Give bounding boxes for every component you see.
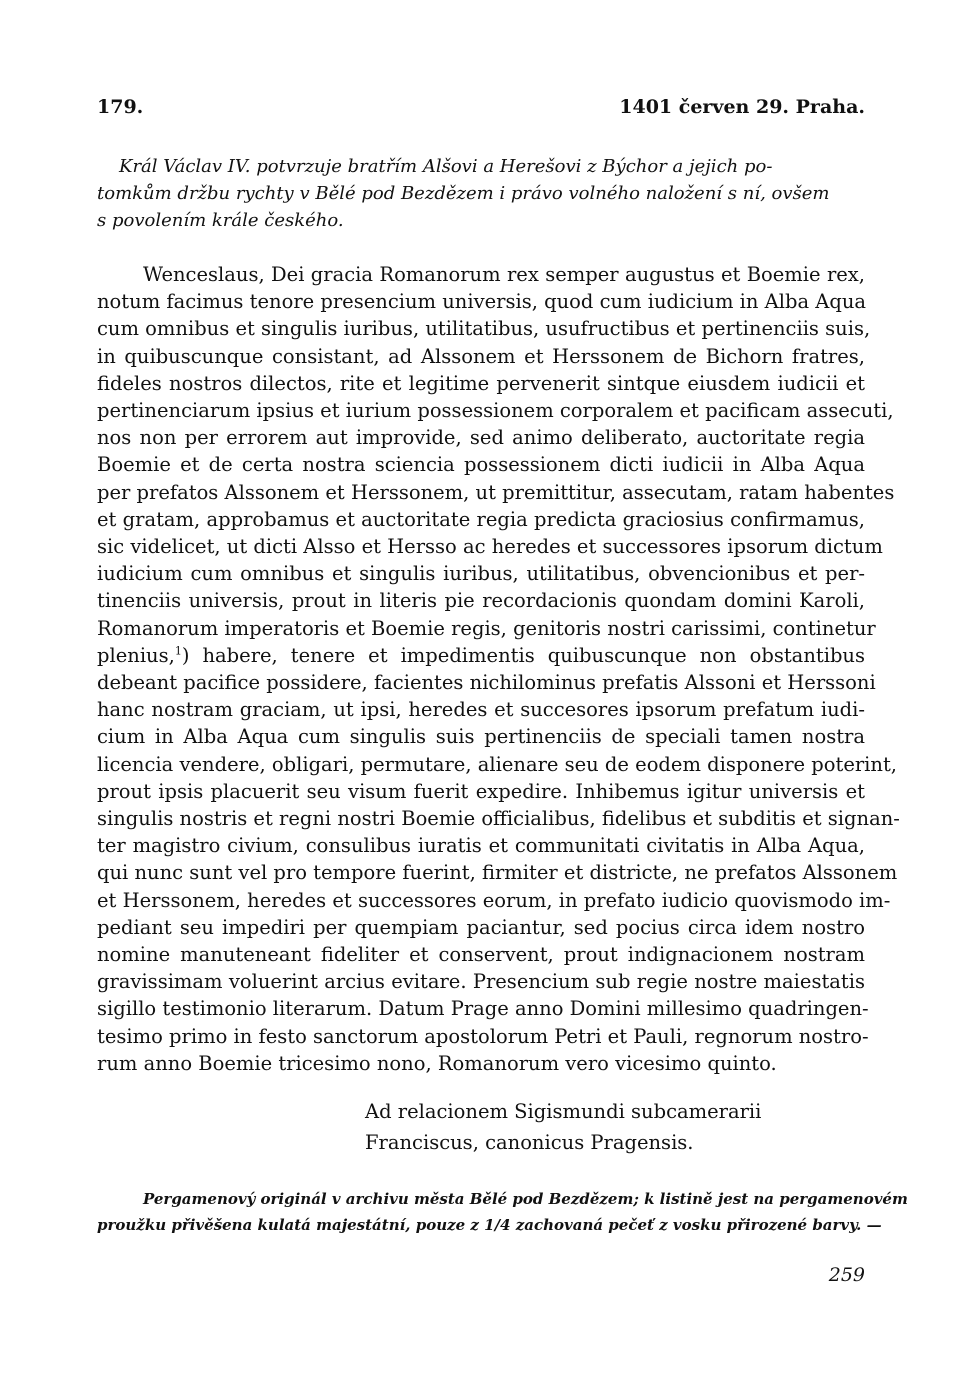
document-date-place: 1401 červen 29. Praha. xyxy=(619,96,865,118)
text-line: in quibuscunque consistant, ad Alssonem et Herssonem de Bichorn fratres, xyxy=(97,344,865,368)
document-number: 179. xyxy=(97,96,144,118)
text-line: nomine manuteneant fideliter et conservent, prout indignacionem nostram xyxy=(97,943,865,967)
text-line: debeant pacifice possidere, facientes nichilominus prefatis Alssoni et Herssoni xyxy=(97,671,876,695)
text-line: et gratam, approbamus et auctoritate regia predicta graciosius confirmamus, xyxy=(97,507,865,531)
text-line-with-footnote xyxy=(97,642,865,669)
footnote-marker: 1 xyxy=(174,644,182,658)
text-line: pertinenciarum ipsius et iurium possessionem corporalem et pacificam assecuti, xyxy=(97,399,894,423)
text-line: rum anno Boemie tricesimo nono, Romanorum vero vicesimo quinto. xyxy=(97,1051,777,1075)
text-segment: habere, tenere et impedimentis quibuscunque non obstantibus xyxy=(202,643,865,667)
text-line: sigillo testimonio literarum. Datum Prage anno Domini millesimo quadringen- xyxy=(97,997,869,1021)
text-line: iudicium cum omnibus et singulis iuribus, utilitatibus, obvencionibus et per- xyxy=(97,562,865,586)
archival-note-line: Pergamenový originál v archivu města Bělé pod Bezdězem; k listině jest na pergamenovém xyxy=(143,1190,908,1208)
text-line: Romanorum imperatoris et Boemie regis, genitoris nostri carissimi, continetur xyxy=(97,616,876,640)
text-line: Wenceslaus, Dei gracia Romanorum rex semper augustus et Boemie rex, xyxy=(143,263,865,286)
archival-note-line: proužku přivěšena kulatá majestátní, pouze z 1/4 zachovaná pečeť z vosku přirozené barvy. — xyxy=(97,1216,882,1234)
text-line: hanc nostram graciam, ut ipsi, heredes et succesores ipsorum prefatum iudi- xyxy=(97,698,865,722)
text-line: pediant seu impediri per quempiam paciantur, sed pocius circa idem nostro xyxy=(97,915,865,939)
text-line: tinenciis universis, prout in literis pie recordacionis quondam domini Karoli, xyxy=(97,589,865,613)
text-line: sic videlicet, ut dicti Alsso et Hersso ac heredes et successores ipsorum dictum xyxy=(97,535,883,559)
text-line: cum omnibus et singulis iuribus, utilitatibus, usufructibus et pertinenciis suis, xyxy=(97,317,871,341)
signature-line: Ad relacionem Sigismundi subcamerarii xyxy=(365,1100,762,1123)
document-page xyxy=(97,0,908,1380)
signature-line: Franciscus, canonicus Pragensis. xyxy=(365,1131,694,1154)
regest-line: tomkům držbu rychty v Bělé pod Bezdězem i právo volného naložení s ní, ovšem xyxy=(97,183,830,204)
regest-line: s povolením krále českého. xyxy=(97,210,344,231)
regest-line: Král Václav IV. potvrzuje bratřím Alšovi a Herešovi z Býchor a jejich po- xyxy=(119,156,773,177)
text-line: notum facimus tenore presencium universis, quod cum iudicium in Alba Aqua xyxy=(97,290,867,314)
text-line: qui nunc sunt vel pro tempore fuerint, firmiter et districte, ne prefatos Alssonem xyxy=(97,861,898,885)
text-line: fideles nostros dilectos, rite et legitime pervenerit sintque eiusdem iudicii et xyxy=(97,371,865,395)
text-line: per prefatos Alssonem et Herssonem, ut premittitur, assecutam, ratam habentes xyxy=(97,480,895,504)
text-line: tesimo primo in festo sanctorum apostolorum Petri et Pauli, regnorum nostro- xyxy=(97,1024,869,1048)
text-line: Boemie et de certa nostra sciencia possessionem dicti iudicii in Alba Aqua xyxy=(97,453,865,477)
text-line: et Herssonem, heredes et successores eorum, in prefato iudicio quovismodo im- xyxy=(97,888,891,912)
signature-block xyxy=(365,1096,761,1158)
running-head xyxy=(97,92,865,122)
regest-summary xyxy=(97,153,865,234)
text-line: licencia vendere, obligari, permutare, alienare seu de eodem disponere poterint, xyxy=(97,752,898,776)
text-line: singulis nostris et regni nostri Boemie officialibus, fidelibus et subditis et signan- xyxy=(97,807,900,831)
text-line: ter magistro civium, consulibus iuratis et communitati civitatis in Alba Aqua, xyxy=(97,834,865,858)
charter-text xyxy=(97,261,900,1077)
page-number: 259 xyxy=(828,1264,865,1286)
text-line: prout ipsis placuerit seu visum fuerit expedire. Inhibemus igitur universis et xyxy=(97,779,865,803)
text-line: cium in Alba Aqua cum singulis suis pertinenciis de speciali tamen nostra xyxy=(97,725,865,749)
text-line: nos non per errorem aut improvide, sed animo deliberato, auctoritate regia xyxy=(97,426,865,450)
text-line: gravissimam voluerint arcius evitare. Presencium sub regie nostre maiestatis xyxy=(97,970,865,994)
text-segment: plenius, xyxy=(97,643,175,667)
archival-note xyxy=(97,1186,908,1238)
footnote-paren: ) xyxy=(181,643,190,667)
